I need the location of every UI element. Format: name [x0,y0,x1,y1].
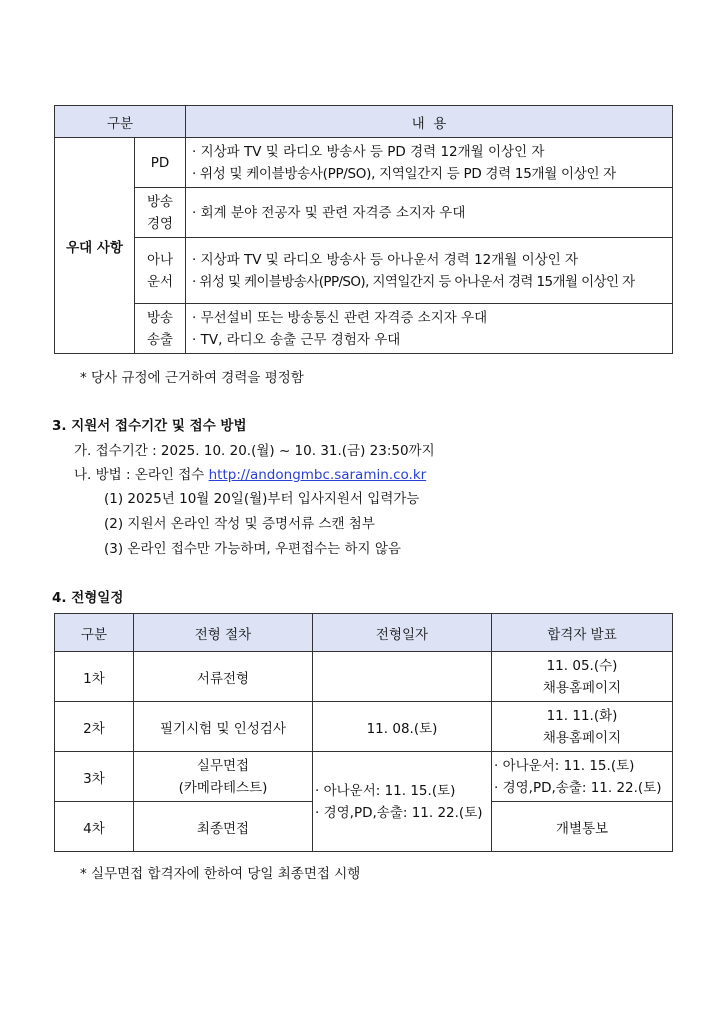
field-transmission: 방송 송출 [135,304,186,354]
schedule-table [54,613,673,852]
schedule-note: * 실무면접 합격자에 한하여 당일 최종면접 시행 [80,866,361,882]
schedule-header-step: 전형 절차 [134,614,313,652]
group-label: 우대 사항 [55,138,135,354]
round-3: 3차 [55,752,134,802]
method-item-3: (3) 온라인 접수만 가능하며, 우편접수는 하지 않음 [104,541,401,557]
application-period: 가. 접수기간 : 2025. 10. 20.(월) ~ 10. 31.(금) 23:50까지 [74,443,435,459]
step-4: 최종면접 [134,802,313,852]
application-method: 나. 방법 : 온라인 접수 http://andongmbc.saramin.co.kr [74,467,427,483]
header-category: 구분 [55,106,186,138]
content-pd: · 지상파 TV 및 라디오 방송사 등 PD 경력 12개월 이상인 자 · 위성 및 케이블방송사(PP/SO), 지역일간지 등 PD 경력 15개월 이상인 자 [186,138,673,188]
cell-line: (카메라테스트) [178,779,268,796]
cell-line: · 경영,PD,송출: 11. 22.(토) [315,804,483,821]
round-1: 1차 [55,652,134,702]
result-4: 개별통보 [492,802,673,852]
cell-line: · 아나운서: 11. 15.(토) [315,782,456,799]
cell-line: 채용홈페이지 [542,729,622,746]
date-2: 11. 08.(토) [313,702,492,752]
round-2: 2차 [55,702,134,752]
cell-line: · 경영,PD,송출: 11. 22.(토) [494,779,662,796]
round-4: 4차 [55,802,134,852]
method-item-1: (1) 2025년 10월 20일(월)부터 입사지원서 입력가능 [104,491,420,507]
schedule-header-date: 전형일자 [313,614,492,652]
cell-line: 11. 11.(화) [546,707,618,724]
preference-table [54,105,673,354]
cell-line: 실무면접 [196,757,250,774]
cell-line: 11. 05.(수) [546,657,618,674]
schedule-header-result: 합격자 발표 [492,614,673,652]
content-announcer: · 지상파 TV 및 라디오 방송사 등 아나운서 경력 12개월 이상인 자 · 위성 및 케이블방송사(PP/SO), 지역일간지 등 아나운서 경력 15개월 이상인 자 [186,238,673,304]
content-management: · 회계 분야 전공자 및 관련 자격증 소지자 우대 [186,188,673,238]
field-management: 방송 경영 [135,188,186,238]
section3-heading: 3. 지원서 접수기간 및 접수 방법 [52,418,247,434]
step-2: 필기시험 및 인성검사 [134,702,313,752]
content-transmission: · 무선설비 또는 방송통신 관련 자격증 소지자 우대 · TV, 라디오 송출 근무 경험자 우대 [186,304,673,354]
header-content: 내 용 [186,106,673,138]
method-item-2: (2) 지원서 온라인 작성 및 증명서류 스캔 첨부 [104,516,375,532]
schedule-header-round: 구분 [55,614,134,652]
field-announcer: 아나 운서 [135,238,186,304]
cell-line: 채용홈페이지 [542,679,622,696]
pref-note: * 당사 규정에 근거하여 경력을 평정함 [80,370,304,386]
section4-heading: 4. 전형일정 [52,590,124,606]
date-3-4 [313,752,492,852]
result-2 [492,702,673,752]
field-pd: PD [135,138,186,188]
application-link[interactable]: http://andongmbc.saramin.co.kr [208,467,427,483]
result-3 [492,752,673,802]
step-3 [134,752,313,802]
step-1: 서류전형 [134,652,313,702]
cell-line: · 아나운서: 11. 15.(토) [494,757,635,774]
result-1 [492,652,673,702]
date-1 [313,652,492,702]
